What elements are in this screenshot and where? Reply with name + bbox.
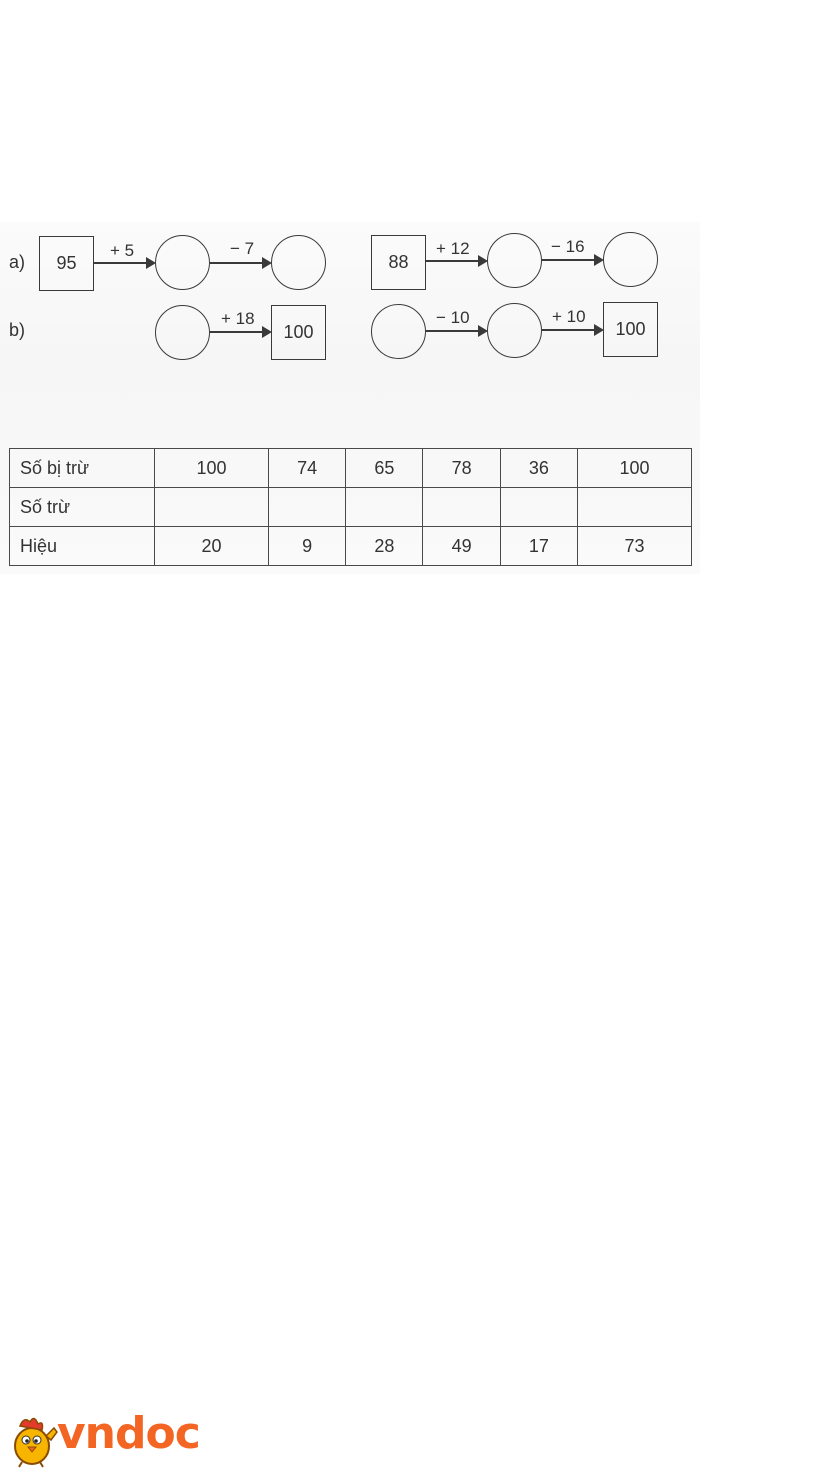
answer-circle[interactable] bbox=[487, 303, 542, 358]
chick-mascot-icon bbox=[15, 1418, 57, 1467]
answer-circle[interactable] bbox=[603, 232, 658, 287]
answer-circle[interactable] bbox=[371, 304, 426, 359]
operation-label: − 16 bbox=[551, 237, 585, 256]
subtraction-table bbox=[9, 448, 692, 566]
answer-cell[interactable] bbox=[346, 488, 423, 527]
arrow bbox=[426, 260, 486, 262]
operation-label: − 7 bbox=[230, 239, 255, 258]
answer-cell[interactable] bbox=[500, 488, 577, 527]
table-row bbox=[10, 488, 692, 527]
row-header: Số trừ bbox=[10, 488, 155, 527]
row-header: Hiệu bbox=[10, 527, 155, 566]
operation-label: + 18 bbox=[221, 309, 255, 328]
row-header: Số bị trừ bbox=[10, 449, 155, 488]
table-cell: 100 bbox=[577, 449, 691, 488]
table-cell: 65 bbox=[346, 449, 423, 488]
table-cell: 74 bbox=[269, 449, 346, 488]
arrow bbox=[94, 262, 154, 264]
table-cell: 100 bbox=[155, 449, 269, 488]
table-cell: 36 bbox=[500, 449, 577, 488]
answer-circle[interactable] bbox=[155, 235, 210, 290]
answer-cell[interactable] bbox=[423, 488, 500, 527]
answer-cell[interactable] bbox=[577, 488, 691, 527]
table-row bbox=[10, 449, 692, 488]
answer-cell[interactable] bbox=[269, 488, 346, 527]
operation-label: + 5 bbox=[110, 241, 135, 260]
table-cell: 28 bbox=[346, 527, 423, 566]
arrow bbox=[542, 329, 602, 331]
table-cell: 78 bbox=[423, 449, 500, 488]
start-box: 95 bbox=[39, 236, 94, 291]
table-cell: 9 bbox=[269, 527, 346, 566]
table-cell: 20 bbox=[155, 527, 269, 566]
answer-circle[interactable] bbox=[487, 233, 542, 288]
part-a-label: a) bbox=[9, 252, 26, 272]
start-box: 88 bbox=[371, 235, 426, 290]
answer-circle[interactable] bbox=[155, 305, 210, 360]
arrow bbox=[210, 331, 270, 333]
table-cell: 73 bbox=[577, 527, 691, 566]
operation-label: + 10 bbox=[552, 307, 586, 326]
part-b-label: b) bbox=[9, 320, 26, 340]
table-cell: 49 bbox=[423, 527, 500, 566]
arrow bbox=[542, 259, 602, 261]
answer-cell[interactable] bbox=[155, 488, 269, 527]
operation-label: − 10 bbox=[436, 308, 470, 327]
end-box: 100 bbox=[603, 302, 658, 357]
arrow bbox=[210, 262, 270, 264]
arrow bbox=[426, 330, 486, 332]
end-box: 100 bbox=[271, 305, 326, 360]
table-row bbox=[10, 527, 692, 566]
answer-circle[interactable] bbox=[271, 235, 326, 290]
table-cell: 17 bbox=[500, 527, 577, 566]
operation-label: + 12 bbox=[436, 239, 470, 258]
brand-name: vndoc bbox=[57, 1408, 200, 1459]
